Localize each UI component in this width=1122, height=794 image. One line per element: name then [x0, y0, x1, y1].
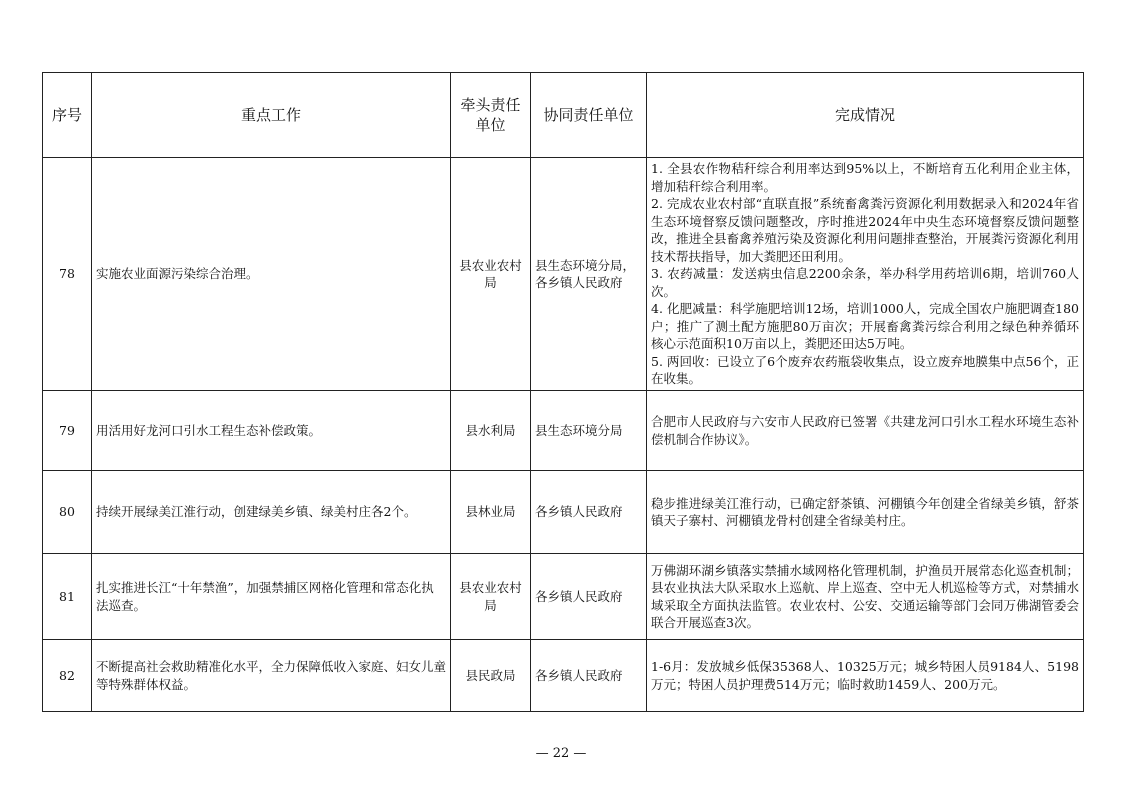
row-coop-unit: 县生态环境分局，各乡镇人民政府 — [531, 158, 647, 391]
row-lead-unit: 县林业局 — [451, 471, 531, 554]
row-number: 78 — [43, 158, 92, 391]
row-coop-unit: 县生态环境分局 — [531, 391, 647, 471]
row-number: 81 — [43, 554, 92, 640]
status-item: 5. 两回收：已设立了6个废弃农药瓶袋收集点，设立废弃地膜集中点56个，正在收集。 — [651, 353, 1079, 387]
header-coop-unit: 协同责任单位 — [531, 73, 647, 158]
header-lead-unit — [451, 73, 531, 158]
row-task: 用活用好龙河口引水工程生态补偿政策。 — [92, 391, 451, 471]
row-task: 扎实推进长江“十年禁渔”，加强禁捕区网格化管理和常态化执法巡查。 — [92, 554, 451, 640]
row-status — [647, 158, 1084, 391]
row-lead-unit: 县民政局 — [451, 640, 531, 712]
header-status: 完成情况 — [647, 73, 1084, 158]
table-row — [43, 554, 1084, 640]
row-coop-unit: 各乡镇人民政府 — [531, 640, 647, 712]
row-task: 不断提高社会救助精准化水平，全力保障低收入家庭、妇女儿童等特殊群体权益。 — [92, 640, 451, 712]
row-task: 实施农业面源污染综合治理。 — [92, 158, 451, 391]
status-item: 3. 农药减量：发送病虫信息2200余条，举办科学用药培训6期，培训760人次。 — [651, 266, 1079, 299]
row-status: 万佛湖环湖乡镇落实禁捕水域网格化管理机制，护渔员开展常态化巡查机制；县农业执法大队采取水上巡航、岸上巡查、空中无人机巡检等方式，对禁捕水域采取全方面执法监管。农业农村、公安、交通运输等部门会同万佛湖管委会联合开展巡查3次。 — [647, 554, 1084, 640]
status-item: 1. 全县农作物秸秆综合利用率达到95%以上，不断培育五化利用企业主体，增加秸秆综合利用率。 — [651, 161, 1079, 194]
work-table — [42, 72, 1084, 712]
row-number: 79 — [43, 391, 92, 471]
page-number: — 22 — — [535, 746, 587, 761]
header-task: 重点工作 — [92, 73, 451, 158]
table-header-row — [43, 73, 1084, 158]
status-item: 2. 完成农业农村部“直联直报”系统畜禽粪污资源化利用数据录入和2024年省生态环境督察反馈问题整改，序时推进2024年中央生态环境督察反馈问题整改，推进全县畜禽养殖污染及资源化利用问题排查整治，开展粪污资源化利用技术帮扶指导，加大粪肥还田利用。 — [651, 196, 1079, 264]
row-status: 合肥市人民政府与六安市人民政府已签署《共建龙河口引水工程水环境生态补偿机制合作协议》。 — [647, 391, 1084, 471]
row-number: 82 — [43, 640, 92, 712]
row-lead-unit: 县水利局 — [451, 391, 531, 471]
row-lead-unit: 县农业农村局 — [451, 554, 531, 640]
row-number: 80 — [43, 471, 92, 554]
table-row — [43, 640, 1084, 712]
header-lead-line2: 单位 — [475, 116, 506, 134]
table-row — [43, 158, 1084, 391]
status-item: 4. 化肥减量：科学施肥培训12场，培训1000人，完成全国农户施肥调查180户；推广了测土配方施肥80万亩次；开展畜禽粪污综合利用之绿色种养循环核心示范面积10万亩以上，粪肥还田达5万吨。 — [651, 301, 1079, 352]
row-coop-unit: 各乡镇人民政府 — [531, 554, 647, 640]
header-lead-line1: 牵头责任 — [460, 96, 521, 114]
row-status: 稳步推进绿美江淮行动，已确定舒茶镇、河棚镇今年创建全省绿美乡镇，舒茶镇天子寨村、河棚镇龙骨村创建全省绿美村庄。 — [647, 471, 1084, 554]
row-status: 1-6月：发放城乡低保35368人、10325万元；城乡特困人员9184人、5198万元；特困人员护理费514万元；临时救助1459人、200万元。 — [647, 640, 1084, 712]
table-row — [43, 471, 1084, 554]
row-task: 持续开展绿美江淮行动，创建绿美乡镇、绿美村庄各2个。 — [92, 471, 451, 554]
row-coop-unit: 各乡镇人民政府 — [531, 471, 647, 554]
row-lead-unit: 县农业农村局 — [451, 158, 531, 391]
header-seq: 序号 — [43, 73, 92, 158]
table-row — [43, 391, 1084, 471]
